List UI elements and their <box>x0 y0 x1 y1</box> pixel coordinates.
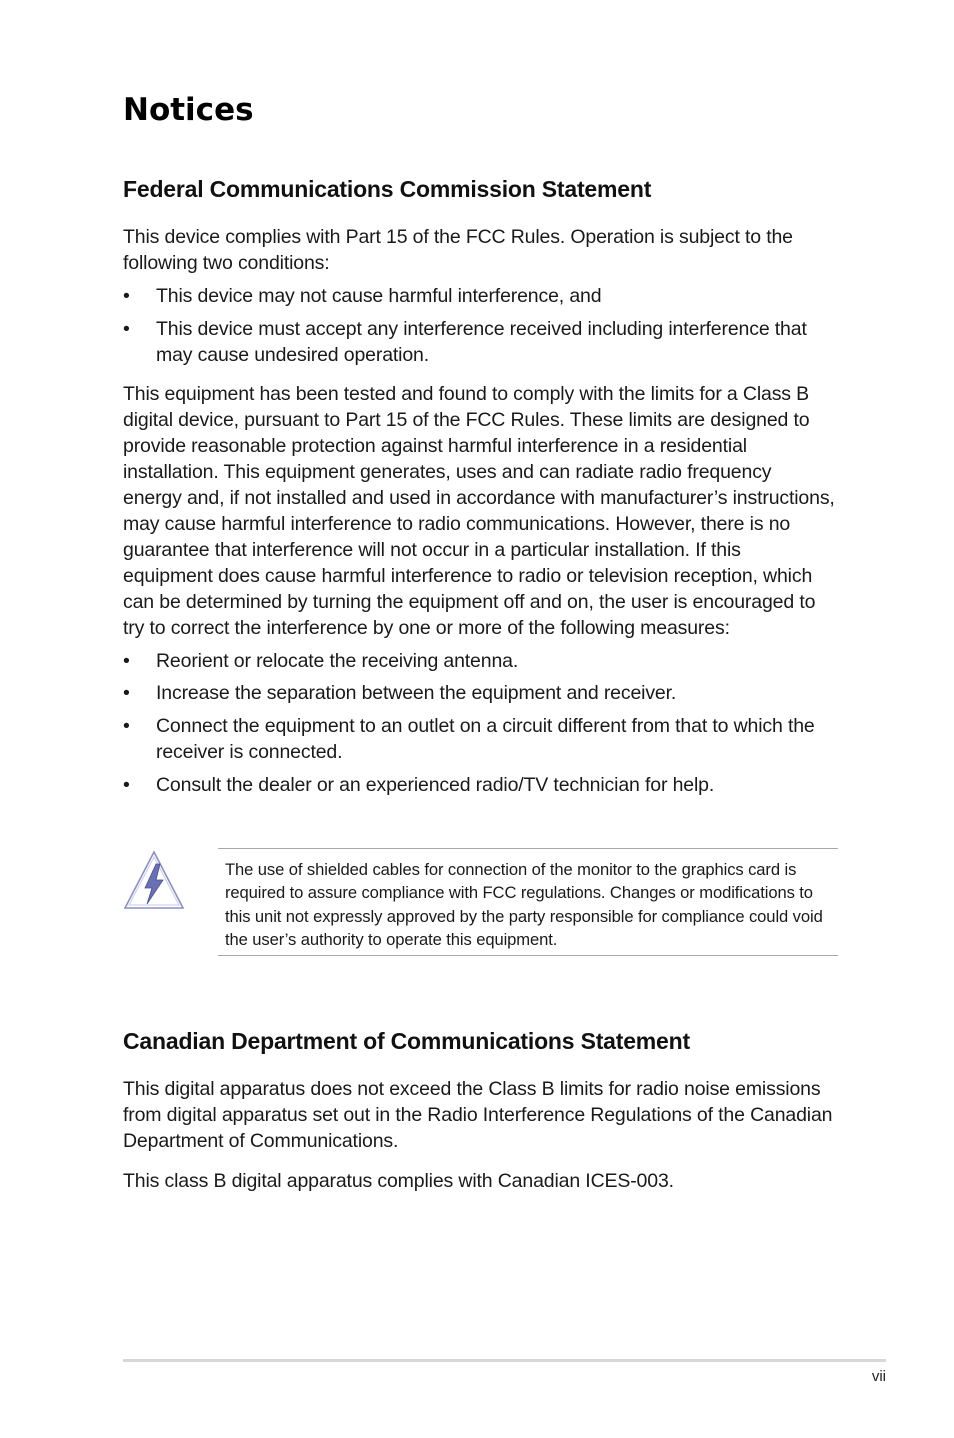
bullet-icon: • <box>123 318 130 340</box>
page-title: Notices <box>123 92 254 128</box>
fcc-heading: Federal Communications Commission Statement <box>123 176 652 202</box>
bullet-icon: • <box>123 715 130 737</box>
warning-lightning-icon <box>123 850 185 910</box>
canada-paragraph-1: This digital apparatus does not exceed the Class B limits for radio noise emissions from digital apparatus set out in the Radio Interference Regulations of the Canadian Department of Communications. <box>123 1078 833 1152</box>
page-number: vii <box>871 1368 886 1385</box>
canada-paragraph-2: This class B digital apparatus complies with Canadian ICES-003. <box>123 1170 674 1192</box>
list-item <box>123 772 835 798</box>
fcc-measures-list <box>123 648 835 798</box>
warning-note <box>123 848 838 960</box>
list-item-text: This device must accept any interference received including interference that may cause undesired operation. <box>156 318 807 366</box>
canada-section <box>123 1026 835 1194</box>
bullet-icon: • <box>123 682 130 704</box>
list-item <box>123 713 835 765</box>
list-item <box>123 283 835 309</box>
fcc-section <box>123 174 835 798</box>
fcc-conditions-list <box>123 283 835 368</box>
list-item <box>123 316 835 368</box>
bullet-icon: • <box>123 285 130 307</box>
list-item-text: Reorient or relocate the receiving antenna. <box>156 650 519 672</box>
fcc-body: This equipment has been tested and found to comply with the limits for a Class B digital device, pursuant to Part 15 of the FCC Rules. These limits are designed to provide reasonable protection against harmful interference in a residential installation. This equipment generates, uses and can radiate radio frequency energy and, if not installed and used in accordance with manufacturer’s instructions, may cause harmful interference to radio communications. However, there is no guarantee that interference will not occur in a particular installation. If this equipment does cause harmful interference to radio or television reception, which can be determined by turning the equipment off and on, the user is encouraged to try to correct the interference by one or more of the following measures: <box>123 383 835 639</box>
list-item <box>123 680 835 706</box>
list-item <box>123 648 835 674</box>
list-item-text: Increase the separation between the equipment and receiver. <box>156 682 677 704</box>
footer-rule <box>123 1359 886 1362</box>
bullet-icon: • <box>123 774 130 796</box>
warning-note-text: The use of shielded cables for connection of the monitor to the graphics card is required to assure compliance with FCC regulations. Changes or modifications to this unit not expressly approved by the party responsible for compliance could void the user’s authority to operate this equipment. <box>218 848 838 956</box>
bullet-icon: • <box>123 650 130 672</box>
fcc-intro: This device complies with Part 15 of the FCC Rules. Operation is subject to the following two conditions: <box>123 226 793 274</box>
list-item-text: Connect the equipment to an outlet on a circuit different from that to which the receiver is connected. <box>156 715 815 763</box>
canada-heading: Canadian Department of Communications Statement <box>123 1028 690 1054</box>
list-item-text: Consult the dealer or an experienced radio/TV technician for help. <box>156 774 715 796</box>
list-item-text: This device may not cause harmful interference, and <box>156 285 602 307</box>
